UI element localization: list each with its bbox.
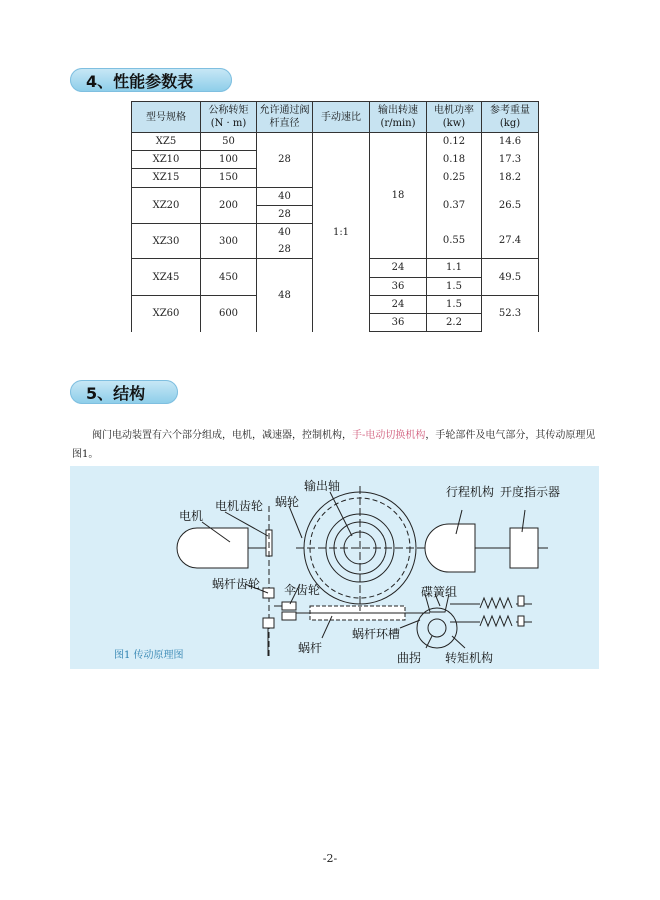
power-cell: 0.25 (427, 168, 482, 187)
weight-cell: 18.2 (482, 168, 539, 187)
manual-ratio-cell: 1:1 (313, 133, 370, 332)
label-worm-ring-groove: 蜗杆环槽 (352, 627, 401, 641)
col-header-model: 型号规格 (132, 102, 201, 133)
power-cell: 0.55 (427, 223, 482, 258)
stem-diameter-cell: 40 (257, 187, 313, 205)
motor-shape (177, 528, 248, 568)
model-cell: XZ5 (132, 133, 201, 151)
label-bevel-gear: 伞齿轮 (284, 583, 321, 597)
structure-paragraph (72, 426, 602, 464)
col-header-stem-diameter: 允许通过阀杆直径 (257, 102, 313, 133)
model-cell: XZ60 (132, 295, 201, 331)
weight-cell: 26.5 (482, 187, 539, 223)
power-cell: 2.2 (427, 313, 482, 331)
model-cell: XZ10 (132, 151, 201, 169)
label-travel-mechanism: 行程机构 (446, 485, 495, 499)
torque-cell: 100 (201, 151, 257, 169)
paragraph-highlight: 手-电动切换机构 (352, 430, 426, 441)
power-cell: 1.5 (427, 295, 482, 313)
power-cell: 0.37 (427, 187, 482, 223)
stem-diameter-cell: 28 (257, 133, 313, 188)
section-title-structure: 5、结构 (70, 380, 178, 404)
stem-diameter-cell: 48 (257, 259, 313, 332)
stem-diameter-cell: 40 (257, 223, 313, 241)
torque-cell: 200 (201, 187, 257, 223)
torque-cell: 600 (201, 295, 257, 331)
power-cell: 1.1 (427, 259, 482, 277)
col-header-output-speed: 输出转速(r/min) (370, 102, 427, 133)
label-worm: 蜗杆 (298, 641, 323, 655)
weight-cell: 14.6 (482, 133, 539, 151)
torque-cell: 450 (201, 259, 257, 295)
model-cell: XZ20 (132, 187, 201, 223)
output-speed-cell: 36 (370, 277, 427, 295)
paragraph-text: 阀门电动装置有六个部分组成，电机，减速器，控制机构， (92, 430, 352, 441)
stem-diameter-cell: 28 (257, 205, 313, 223)
label-torque-mechanism: 转矩机构 (445, 651, 494, 665)
disc-springs-shape (480, 598, 512, 608)
paragraph-text: ，手轮部件及电气部分，其传动原理见图1。 (72, 430, 596, 460)
label-motor: 电机 (179, 509, 204, 523)
torque-cell: 300 (201, 223, 257, 258)
table-row (132, 133, 539, 151)
label-worm-wheel: 蜗轮 (275, 495, 300, 509)
performance-table (131, 101, 539, 332)
power-cell: 0.18 (427, 151, 482, 168)
col-header-motor-power: 电机功率(kw) (427, 102, 482, 133)
transmission-diagram (70, 466, 599, 669)
output-speed-cell: 36 (370, 313, 427, 331)
torque-mechanism-shape (417, 608, 457, 648)
model-cell: XZ45 (132, 259, 201, 295)
section-title-performance: 4、性能参数表 (70, 68, 232, 92)
figure-caption: 图1 传动原理图 (114, 650, 184, 661)
power-cell: 0.12 (427, 133, 482, 151)
weight-cell: 17.3 (482, 151, 539, 168)
label-worm-gear: 蜗杆齿轮 (212, 577, 261, 591)
label-motor-gear: 电机齿轮 (215, 499, 264, 513)
label-output-shaft: 输出轴 (304, 479, 341, 493)
weight-cell: 52.3 (482, 295, 539, 331)
col-header-weight: 参考重量(kg) (482, 102, 539, 133)
diagram-drawing (70, 466, 599, 669)
col-header-manual-ratio: 手动速比 (313, 102, 370, 133)
indicator-shape (510, 528, 538, 568)
label-opening-indicator: 开度指示器 (500, 485, 561, 499)
model-cell: XZ30 (132, 223, 201, 258)
weight-cell: 27.4 (482, 223, 539, 258)
weight-cell: 49.5 (482, 259, 539, 295)
col-header-torque: 公称转矩(N · m) (201, 102, 257, 133)
torque-cell: 150 (201, 169, 257, 187)
torque-cell: 50 (201, 133, 257, 151)
output-speed-cell: 24 (370, 295, 427, 313)
output-speed-cell: 18 (370, 133, 427, 259)
power-cell: 1.5 (427, 277, 482, 295)
bevel-gear-shape (282, 602, 296, 610)
label-crank: 曲拐 (397, 651, 422, 665)
stem-diameter-cell: 28 (257, 241, 313, 259)
table-header-row (132, 102, 539, 133)
label-disc-springs: 碟簧组 (421, 585, 458, 599)
travel-mechanism-shape (425, 524, 475, 572)
page-number: -2- (322, 852, 338, 865)
model-cell: XZ15 (132, 169, 201, 187)
output-speed-cell: 24 (370, 259, 427, 277)
